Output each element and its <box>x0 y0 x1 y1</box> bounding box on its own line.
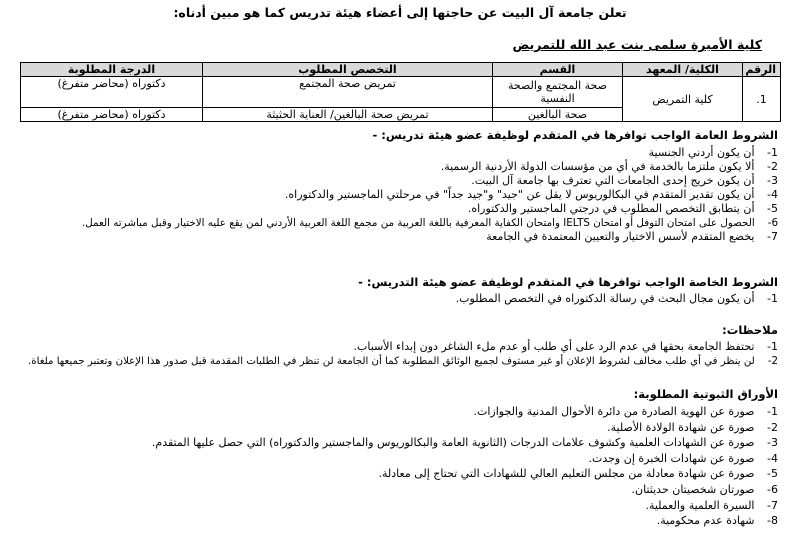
special-conditions-title: الشروط الخاصة الواجب توافرها في المتقدم لوظيفة عضو هيئة التدريس: - <box>358 275 778 289</box>
list-item: 5- أن يتطابق التخصص المطلوب في درجتي الماجستير والدكتوراه. <box>467 202 778 215</box>
header-specialization: التخصص المطلوب <box>203 63 493 77</box>
list-item: 4- صورة عن شهادات الخبرة إن وجدت. <box>588 451 778 465</box>
list-item: 1- تحتفظ الجامعة بحقها في عدم الرد على أي طلب أو عدم ملء الشاغر دون إبداء الأسباب. <box>353 340 778 353</box>
positions-table <box>20 62 781 122</box>
documents-title: الأوراق الثبوتية المطلوبة: <box>633 387 778 401</box>
list-item: 1- صورة عن الهوية الصادرة من دائرة الأحوال المدنية والجوازات. <box>473 405 778 418</box>
documents-list <box>13 404 778 529</box>
notes-title: ملاحظات: <box>722 323 778 337</box>
cell-department: صحة المجتمع والصحة النفسية <box>493 77 623 108</box>
header-department: القسم <box>493 63 623 77</box>
list-item: 6- صورتان شخصيتان حديثتان. <box>631 482 778 496</box>
list-item: 4- أن يكون تقدير المتقدم في البكالوريوس لا يقل عن "جيد" و"جيد جداً" في مرحلتي الماجستير والدكتوراه. <box>284 188 778 201</box>
list-item: 6- الحصول على امتحان التوفل أو امتحان IELTS وامتحان الكفاية المعرفية باللغة العربية من مجمع اللغة العربية الأردني لمن يقع عليه الاختيار وقبل مباشرته العمل. <box>81 217 778 229</box>
list-item: 3- صورة عن الشهادات العلمية وكشوف علامات الدرجات (الثانوية العامة والبكالوريوس والماجستير والدكتوراه) التي حصل عليها المتقدم. <box>151 436 778 450</box>
list-item: 1- أن يكون مجال البحث في رسالة الدكتوراه في التخصص المطلوب. <box>455 292 778 305</box>
header-degree: الدرجة المطلوبة <box>21 63 203 77</box>
list-item: 5- صورة عن شهادة معادلة من مجلس التعليم العالي للشهادات التي تحتاج إلى معادلة. <box>378 467 778 481</box>
list-item: 3- أن يكون خريج إحدى الجامعات التي تعترف بها جامعة آل البيت. <box>471 174 778 187</box>
list-item: 7- يخضع المتقدم لأسس الاختيار والتعيين المعتمدة في الجامعة <box>486 230 778 243</box>
cell-department: صحة البالغين <box>493 108 623 122</box>
list-item: 8- شهادة عدم محكومية. <box>656 514 778 528</box>
header-college: الكلية/ المعهد <box>623 63 743 77</box>
table-row <box>21 77 781 108</box>
cell-degree: دكتوراه (محاضر متفرغ) <box>21 108 203 122</box>
announcement-heading: تعلن جامعة آل البيت عن حاجتها إلى أعضاء هيئة تدريس كما هو مبين أدناه: <box>173 5 627 20</box>
special-conditions-list <box>13 292 778 306</box>
general-conditions-list <box>13 146 778 244</box>
general-conditions-title: الشروط العامة الواجب توافرها في المتقدم لوظيفة عضو هيئة تدريس: - <box>372 128 778 142</box>
college-heading: كلية الأميرة سلمى بنت عبد الله للتمريض <box>512 37 762 52</box>
cell-specialization: تمريض صحة البالغين/ العناية الحثيثة <box>203 108 493 122</box>
list-item: 2- ألا يكون ملتزما بالخدمة في أي من مؤسسات الدولة الأردنية الرسمية. <box>440 160 778 173</box>
list-item: 2- لن ينظر في أي طلب مخالف لشروط الإعلان أو غير مستوف لجميع الوثائق المطلوبة كما أن الجامعة لن تنظر في الطلبات المقدمة قبل صدور هذا الإعلان وتعتبر جميعها ملغاة. <box>28 356 778 367</box>
cell-college: كلية التمريض <box>623 77 743 122</box>
list-item: 1- أن يكون أردني الجنسية <box>648 146 778 159</box>
cell-number: 1. <box>743 77 781 122</box>
table-header-row <box>21 63 781 77</box>
list-item: 7- السيرة العلمية والعملية. <box>645 498 778 512</box>
cell-degree: دكتوراه (محاضر متفرغ) <box>21 77 203 108</box>
header-number: الرقم <box>743 63 781 77</box>
list-item: 2- صورة عن شهادة الولادة الأصلية. <box>607 420 778 434</box>
cell-specialization: تمريض صحة المجتمع <box>203 77 493 108</box>
notes-list <box>13 340 778 370</box>
